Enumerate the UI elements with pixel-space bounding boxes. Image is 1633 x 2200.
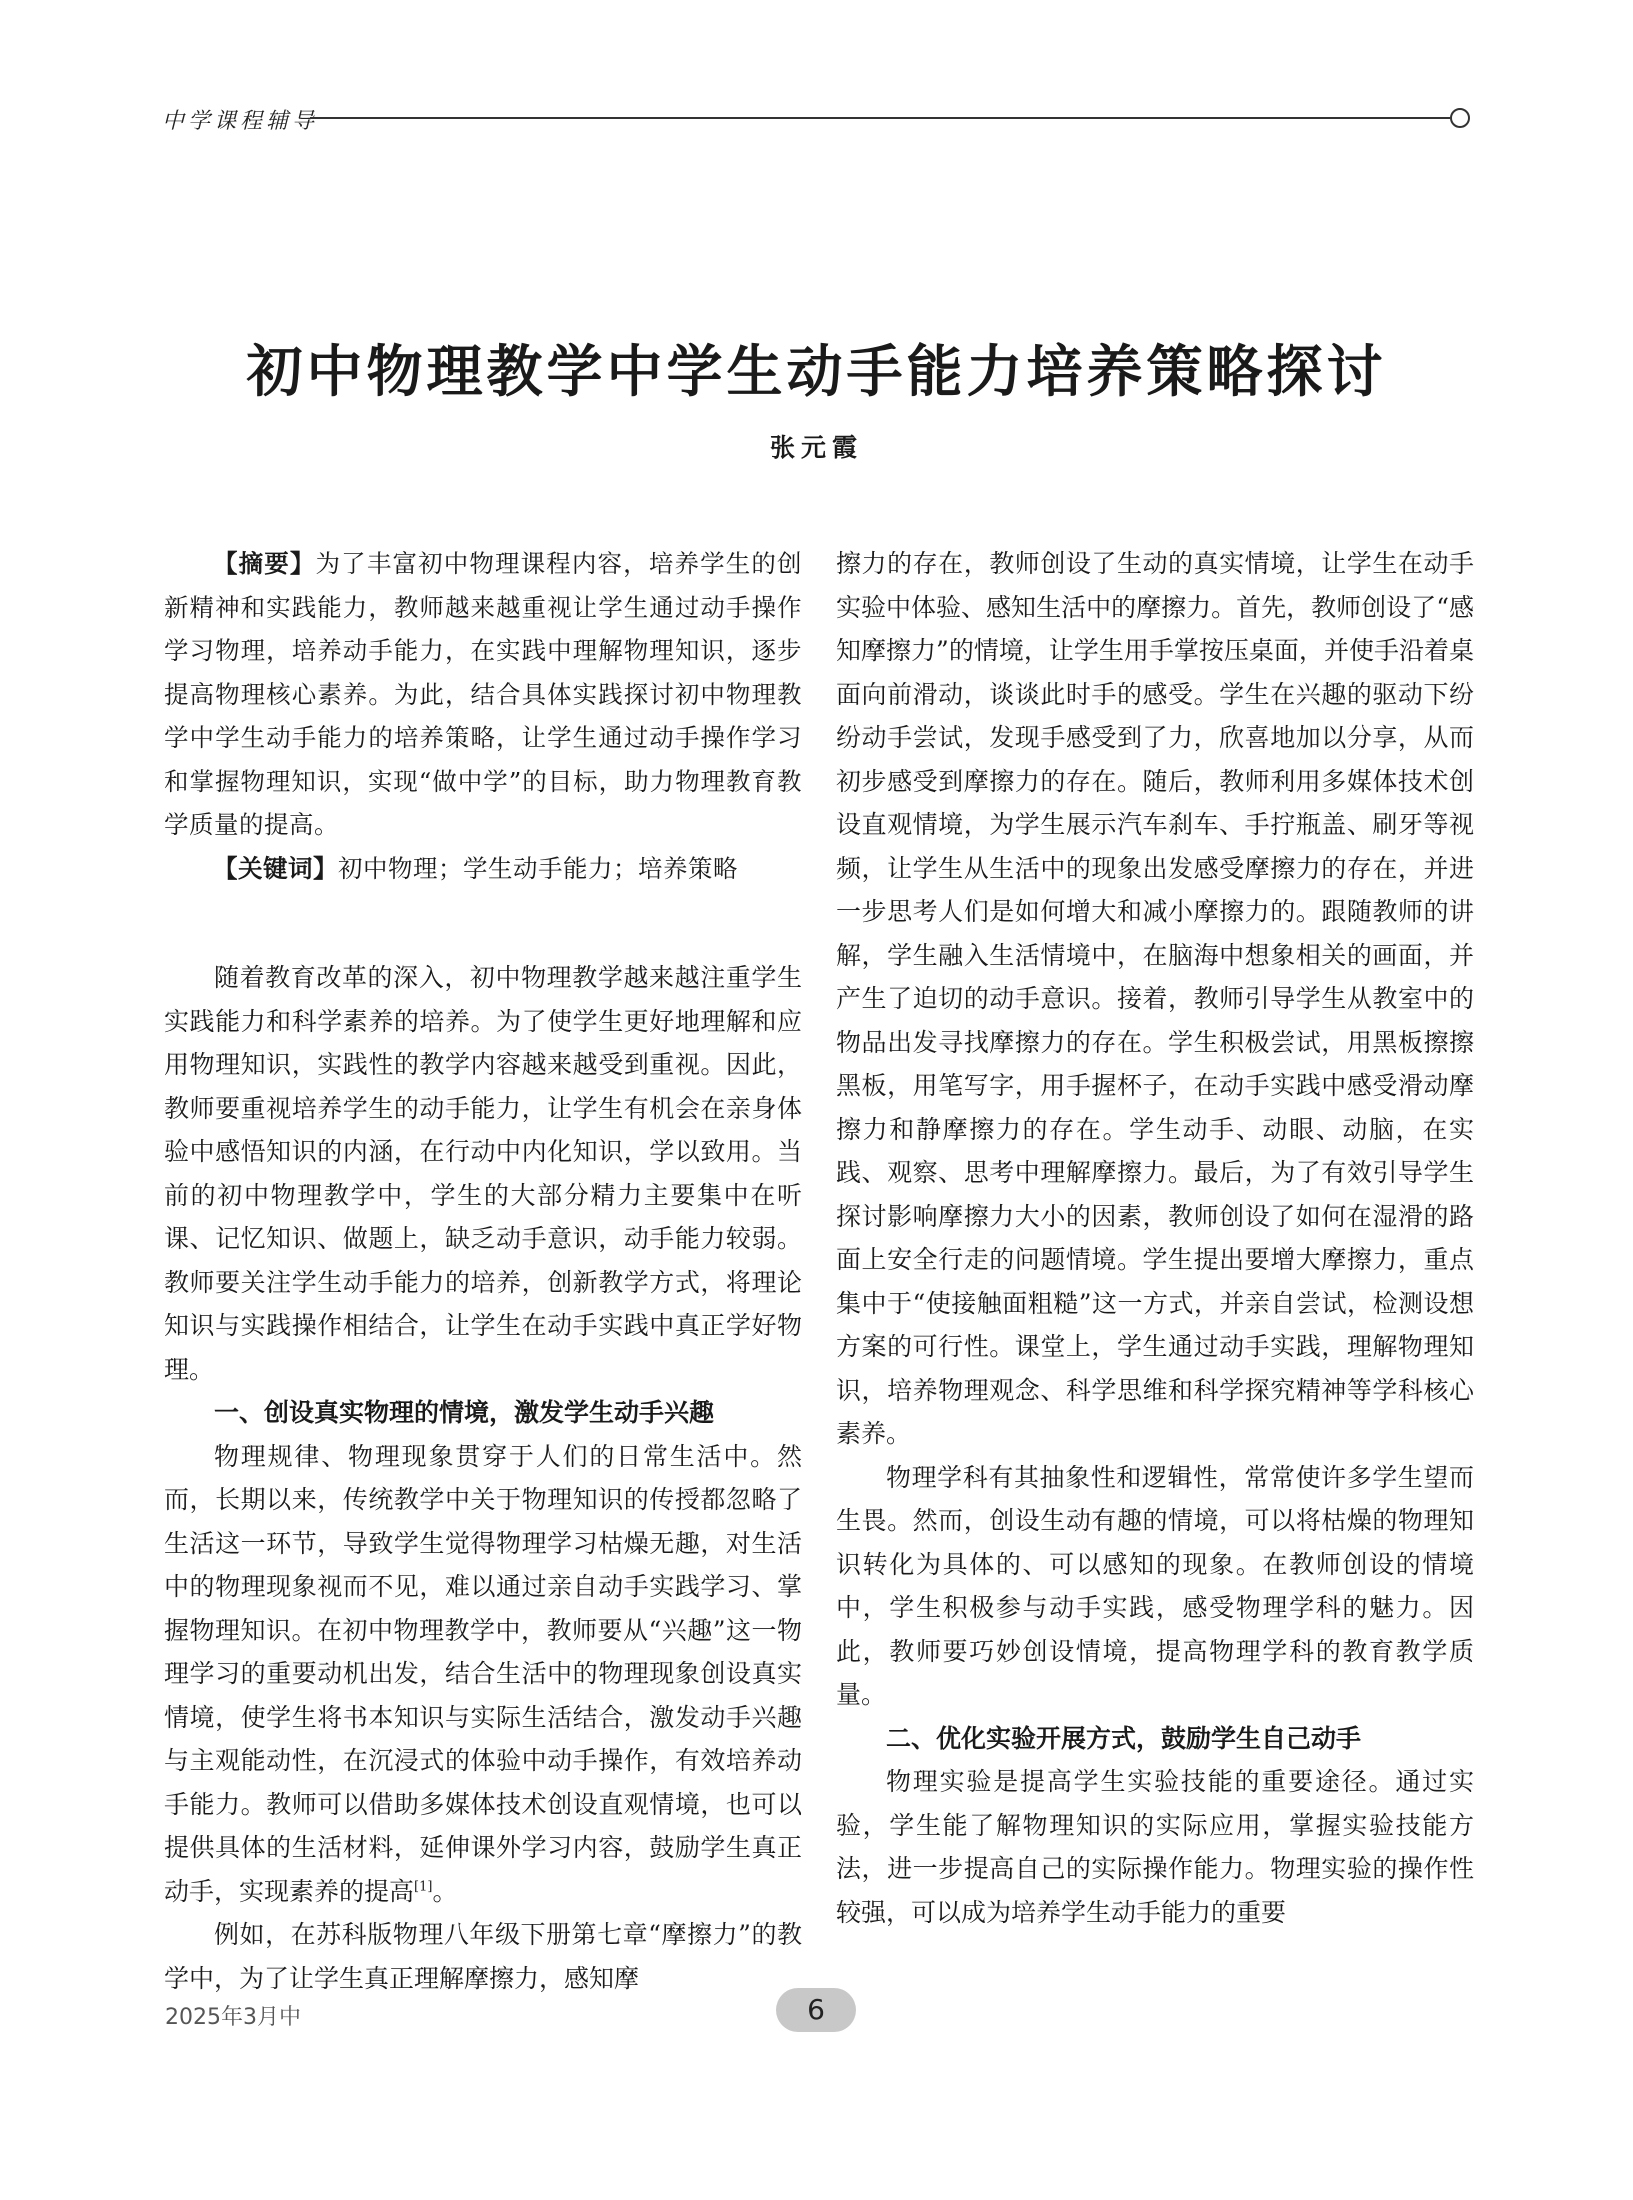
left-column	[164, 542, 802, 2000]
abstract-tag: 【摘要】	[213, 549, 316, 578]
header-rule	[310, 117, 1450, 119]
journal-name: 中学课程辅导	[162, 109, 319, 134]
section-2-heading: 二、优化实验开展方式，鼓励学生自己动手	[886, 1723, 1362, 1753]
section-1-paragraph-1	[164, 1435, 802, 1914]
page-number-badge: 6	[776, 1988, 856, 2032]
keywords-paragraph	[164, 847, 802, 891]
article-title: 初中物理教学中学生动手能力培养策略探讨	[246, 339, 1387, 405]
section-2-paragraph-1: 物理实验是提高学生实验技能的重要途径。通过实验，学生能了解物理知识的实际应用，掌握实验技能方法，进一步提高自己的实际操作能力。物理实验的操作性较强，可以成为培养学生动手能力的重要	[836, 1767, 1474, 1927]
abstract-text: 为了丰富初中物理课程内容，培养学生的创新精神和实践能力，教师越来越重视让学生通过动手操作学习物理，培养动手能力，在实践中理解物理知识，逐步提高物理核心素养。为此，结合具体实践探讨初中物理教学中学生动手能力的培养策略，让学生通过动手操作学习和掌握物理知识，实现“做中学”的目标，助力物理教育教学质量的提高。	[164, 549, 802, 839]
keywords-tag: 【关键词】	[213, 853, 338, 883]
article-author: 张元霞	[769, 433, 863, 462]
section-1-paragraph-2-start: 例如，在苏科版物理八年级下册第七章“摩擦力”的教学中，为了让学生真正理解摩擦力，感知摩	[164, 1920, 802, 1993]
section-1-paragraph-3: 物理学科有其抽象性和逻辑性，常常使许多学生望而生畏。然而，创设生动有趣的情境，可以将枯燥的物理知识转化为具体的、可以感知的现象。在教师创设的情境中，学生积极参与动手实践，感受物理学科的魅力。因此，教师要巧妙创设情境，提高物理学科的教育教学质量。	[836, 1462, 1474, 1709]
abstract-block	[164, 542, 802, 890]
right-column	[836, 542, 1474, 1934]
keywords-text: 初中物理；学生动手能力；培养策略	[338, 853, 738, 883]
section-1-heading: 一、创设真实物理的情境，激发学生动手兴趣	[214, 1398, 715, 1427]
section-1-paragraph-1-text: 物理规律、物理现象贯穿于人们的日常生活中。然而，长期以来，传统教学中关于物理知识的传授都忽略了生活这一环节，导致学生觉得物理学习枯燥无趣，对生活中的物理现象视而不见，难以通过亲自动手实践学习、掌握物理知识。在初中物理教学中，教师要从“兴趣”这一物理学习的重要动机出发，结合生活中的物理现象创设真实情境，使学生将书本知识与实际生活结合，激发动手兴趣与主观能动性，在沉浸式的体验中动手操作，有效培养动手能力。教师可以借助多媒体技术创设直观情境，也可以提供具体的生活材料，延伸课外学习内容，鼓励学生真正动手，实现素养的提高	[164, 1441, 802, 1906]
intro-paragraph: 随着教育改革的深入，初中物理教学越来越注重学生实践能力和科学素养的培养。为了使学生更好地理解和应用物理知识，实践性的教学内容越来越受到重视。因此，教师要重视培养学生的动手能力，让学生有机会在亲身体验中感悟知识的内涵，在行动中内化知识，学以致用。当前的初中物理教学中，学生的大部分精力主要集中在听课、记忆知识、做题上，缺乏动手意识，动手能力较弱。教师要关注学生动手能力的培养，创新教学方式，将理论知识与实践操作相结合，让学生在动手实践中真正学好物理。	[164, 963, 802, 1384]
issue-date: 2025年3月中	[165, 2005, 301, 2030]
abstract-spacer	[164, 890, 802, 956]
abstract-paragraph	[164, 542, 802, 847]
section-1-paragraph-1-end: 。	[432, 1876, 458, 1906]
section-1-paragraph-2-continued: 擦力的存在，教师创设了生动的真实情境，让学生在动手实验中体验、感知生活中的摩擦力。首先，教师创设了“感知摩擦力”的情境，让学生用手掌按压桌面，并使手沿着桌面向前滑动，谈谈此时手的感受。学生在兴趣的驱动下纷纷动手尝试，发现手感受到了力，欣喜地加以分享，从而初步感受到摩擦力的存在。随后，教师利用多媒体技术创设直观情境，为学生展示汽车刹车、手拧瓶盖、刷牙等视频，让学生从生活中的现象出发感受摩擦力的存在，并进一步思考人们是如何增大和减小摩擦力的。跟随教师的讲解，学生融入生活情境中，在脑海中想象相关的画面，并产生了迫切的动手意识。接着，教师引导学生从教室中的物品出发寻找摩擦力的存在。学生积极尝试，用黑板擦擦黑板，用笔写字，用手握杯子，在动手实践中感受滑动摩擦力和静摩擦力的存在。学生动手、动眼、动脑，在实践、观察、思考中理解摩擦力。最后，为了有效引导学生探讨影响摩擦力大小的因素，教师创设了如何在湿滑的路面上安全行走的问题情境。学生提出要增大摩擦力，重点集中于“使接触面粗糙”这一方式，并亲自尝试，检测设想方案的可行性。课堂上，学生通过动手实践，理解物理知识，培养物理观念、科学思维和科学探究精神等学科核心素养。	[836, 549, 1474, 1448]
header-circle-ornament	[1450, 108, 1470, 128]
citation-ref: [1]	[414, 1879, 433, 1895]
